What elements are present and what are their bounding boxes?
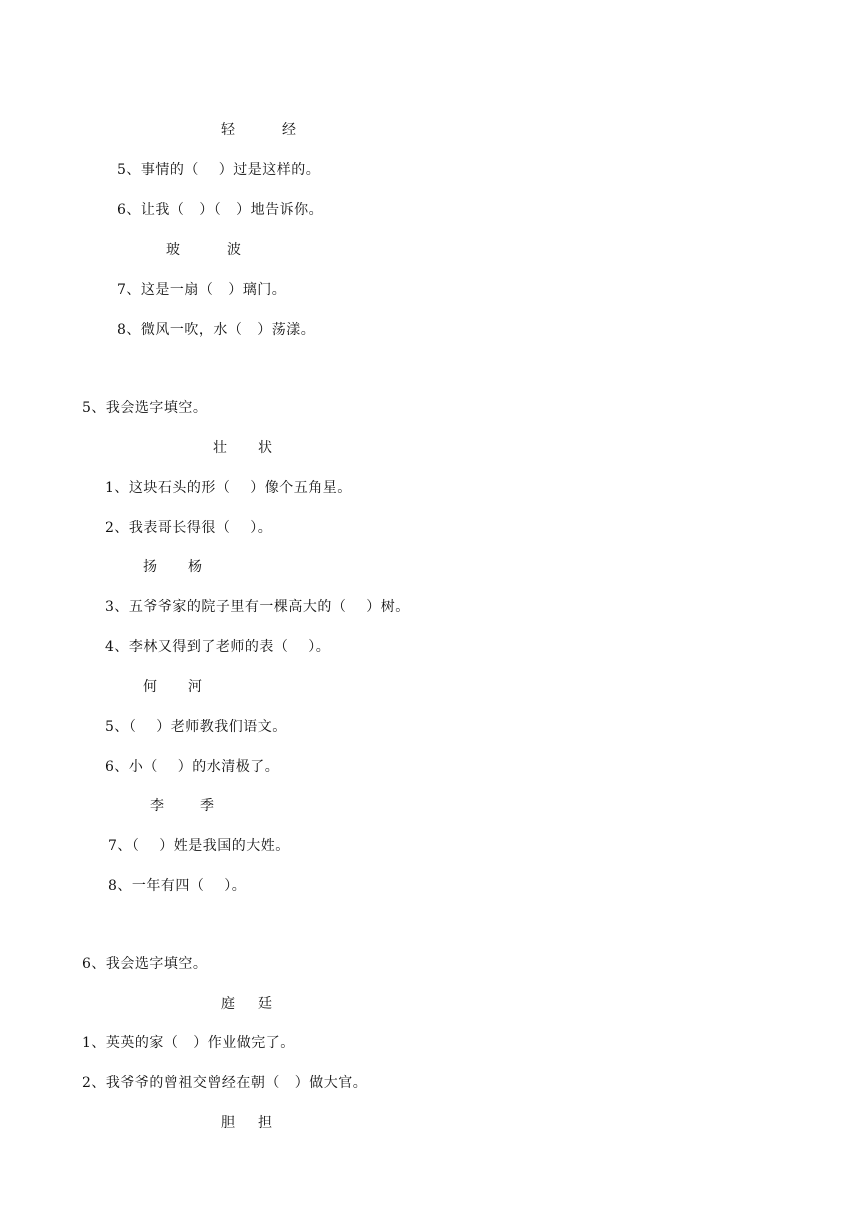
char-option-a: 李	[150, 798, 164, 814]
section-6-heading: 6、我会选字填空。	[82, 956, 208, 972]
question-4-7: 7、这是一扇（ ）璃门。	[117, 282, 287, 298]
question-5-4: 4、李林又得到了老师的表（ ）。	[105, 639, 331, 655]
char-option-a: 扬	[143, 559, 157, 575]
question-5-3: 3、五爷爷家的院子里有一棵高大的（ ）树。	[105, 599, 410, 615]
char-option-a: 庭	[221, 996, 235, 1012]
section-5-heading: 5、我会选字填空。	[82, 400, 208, 416]
char-option-b: 担	[258, 1115, 272, 1131]
char-option-b: 河	[188, 679, 202, 695]
char-option-a: 玻	[166, 242, 180, 258]
char-option-a: 胆	[221, 1115, 235, 1131]
question-5-6: 6、小（ ）的水清极了。	[105, 759, 280, 775]
question-5-2: 2、我表哥长得很（ ）。	[105, 520, 273, 536]
char-option-b: 杨	[188, 559, 202, 575]
question-4-5: 5、事情的（ ）过是这样的。	[117, 162, 321, 178]
question-6-2: 2、我爷爷的曾祖交曾经在朝（ ）做大官。	[82, 1075, 368, 1091]
question-4-6: 6、让我（ ）（ ）地告诉你。	[117, 202, 324, 218]
question-5-8: 8、一年有四（ ）。	[108, 878, 247, 894]
question-5-5: 5、（ ）老师教我们语文。	[105, 719, 287, 735]
char-option-b: 波	[227, 242, 241, 258]
question-4-8: 8、微风一吹，水（ ）荡漾。	[117, 322, 316, 338]
char-option-b: 廷	[258, 996, 272, 1012]
char-option-b: 季	[200, 798, 214, 814]
char-option-a: 壮	[213, 440, 227, 456]
char-option-b: 状	[258, 440, 272, 456]
question-6-1: 1、英英的家（ ）作业做完了。	[82, 1035, 295, 1051]
question-5-1: 1、这块石头的形（ ）像个五角星。	[105, 480, 352, 496]
char-option-a: 轻	[221, 122, 235, 138]
question-5-7: 7、（ ）姓是我国的大姓。	[108, 838, 290, 854]
char-option-a: 何	[143, 679, 157, 695]
char-option-b: 经	[282, 122, 296, 138]
